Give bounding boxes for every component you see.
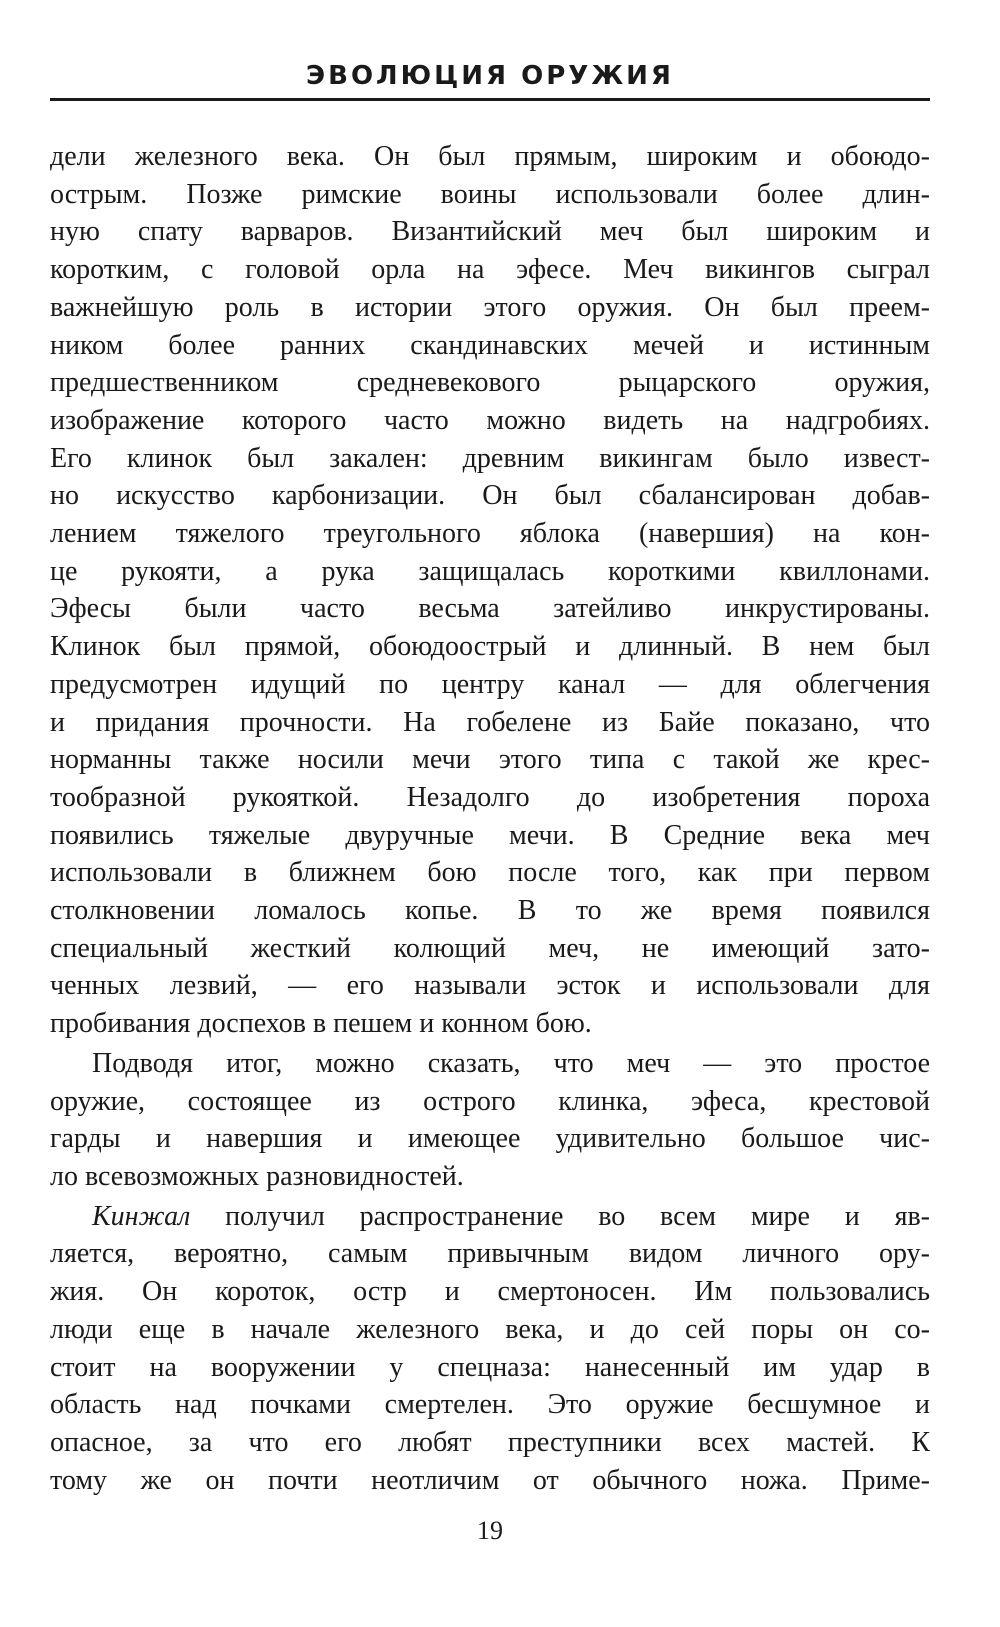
text-line: появились тяжелые двуручные мечи. В Средние века меч bbox=[50, 819, 930, 851]
text-line: лением тяжелого треугольного яблока (навершия) на кон- bbox=[50, 518, 930, 550]
text-line: предшественником средневекового рыцарского оружия, bbox=[50, 367, 930, 399]
running-title: ЭВОЛЮЦИЯ ОРУЖИЯ bbox=[306, 61, 674, 91]
text-line: коротким, с головой орла на эфесе. Меч викингов сыграл bbox=[50, 254, 930, 286]
text-line: норманны также носили мечи этого типа с такой же крес- bbox=[50, 744, 930, 776]
text-line: но искусство карбонизации. Он был сбалансирован добав- bbox=[50, 480, 930, 512]
text-line: Эфесы были часто весьма затейливо инкрустированы. bbox=[50, 593, 930, 625]
text-line: и придания прочности. На гобелене из Байе показано, что bbox=[50, 706, 930, 738]
paragraph-1 bbox=[50, 138, 930, 1043]
text-line: ную спату варваров. Византийский меч был широким и bbox=[50, 216, 930, 248]
text-line: Его клинок был закален: древним викингам было извест- bbox=[50, 442, 930, 474]
text-line: це рукояти, а рука защищалась короткими квиллонами. bbox=[50, 555, 930, 587]
text-line: люди еще в начале железного века, и до сей поры он со- bbox=[50, 1313, 930, 1345]
text-line: столкновении ломалось копье. В то же время появился bbox=[50, 895, 930, 927]
text-line: использовали в ближнем бою после того, как при первом bbox=[50, 857, 930, 889]
text-line: ником более ранних скандинавских мечей и истинным bbox=[50, 329, 930, 361]
text-line: ляется, вероятно, самым привычным видом личного ору- bbox=[50, 1238, 930, 1270]
header-rule bbox=[50, 98, 930, 101]
text-line: ло всевозможных разновидностей. bbox=[50, 1160, 464, 1192]
page-number: 19 bbox=[477, 1516, 503, 1545]
text-line: оружие, состоящее из острого клинка, эфеса, крестовой bbox=[50, 1085, 930, 1117]
paragraph-2 bbox=[50, 1045, 930, 1196]
text-line: предусмотрен идущий по центру канал — для облегчения bbox=[50, 668, 930, 700]
text-line: гарды и навершия и имеющее удивительно большое чис- bbox=[50, 1123, 930, 1155]
text-line: специальный жесткий колющий меч, не имеющий зато- bbox=[50, 932, 930, 964]
text-line: острым. Позже римские воины использовали более длин- bbox=[50, 178, 930, 210]
body-text bbox=[50, 138, 930, 1499]
text-line: стоит на вооружении у спецназа: нанесенный им удар в bbox=[50, 1351, 930, 1383]
text-line: Клинок был прямой, обоюдоострый и длинный. В нем был bbox=[50, 631, 930, 663]
text-line: Подводя итог, можно сказать, что меч — это простое bbox=[92, 1047, 930, 1079]
text-line: ченных лезвий, — его называли эсток и использовали для bbox=[50, 970, 930, 1002]
text-line: опасное, за что его любят преступники всех мастей. К bbox=[50, 1426, 930, 1458]
text-line: дели железного века. Он был прямым, широким и обоюдо- bbox=[50, 141, 930, 172]
text-line: область над почками смертелен. Это оружие бесшумное и bbox=[50, 1389, 930, 1421]
text-line: жия. Он короток, остр и смертоносен. Им пользовались bbox=[50, 1276, 930, 1308]
text-line: тообразной рукояткой. Незадолго до изобретения пороха bbox=[50, 781, 930, 813]
text-line-lead bbox=[50, 1198, 930, 1236]
text-line: важнейшую роль в истории этого оружия. Он был преем- bbox=[50, 291, 930, 323]
text-line: тому же он почти неотличим от обычного ножа. Приме- bbox=[50, 1464, 930, 1496]
text-line: изображение которого часто можно видеть на надгробиях. bbox=[50, 404, 930, 436]
paragraph-3 bbox=[50, 1198, 930, 1500]
italic-term: Кинжал bbox=[92, 1200, 191, 1232]
text-run: получил распространение во всем мире и яв- bbox=[190, 1200, 930, 1232]
text-line: пробивания доспехов в пешем и конном бою. bbox=[50, 1008, 592, 1040]
